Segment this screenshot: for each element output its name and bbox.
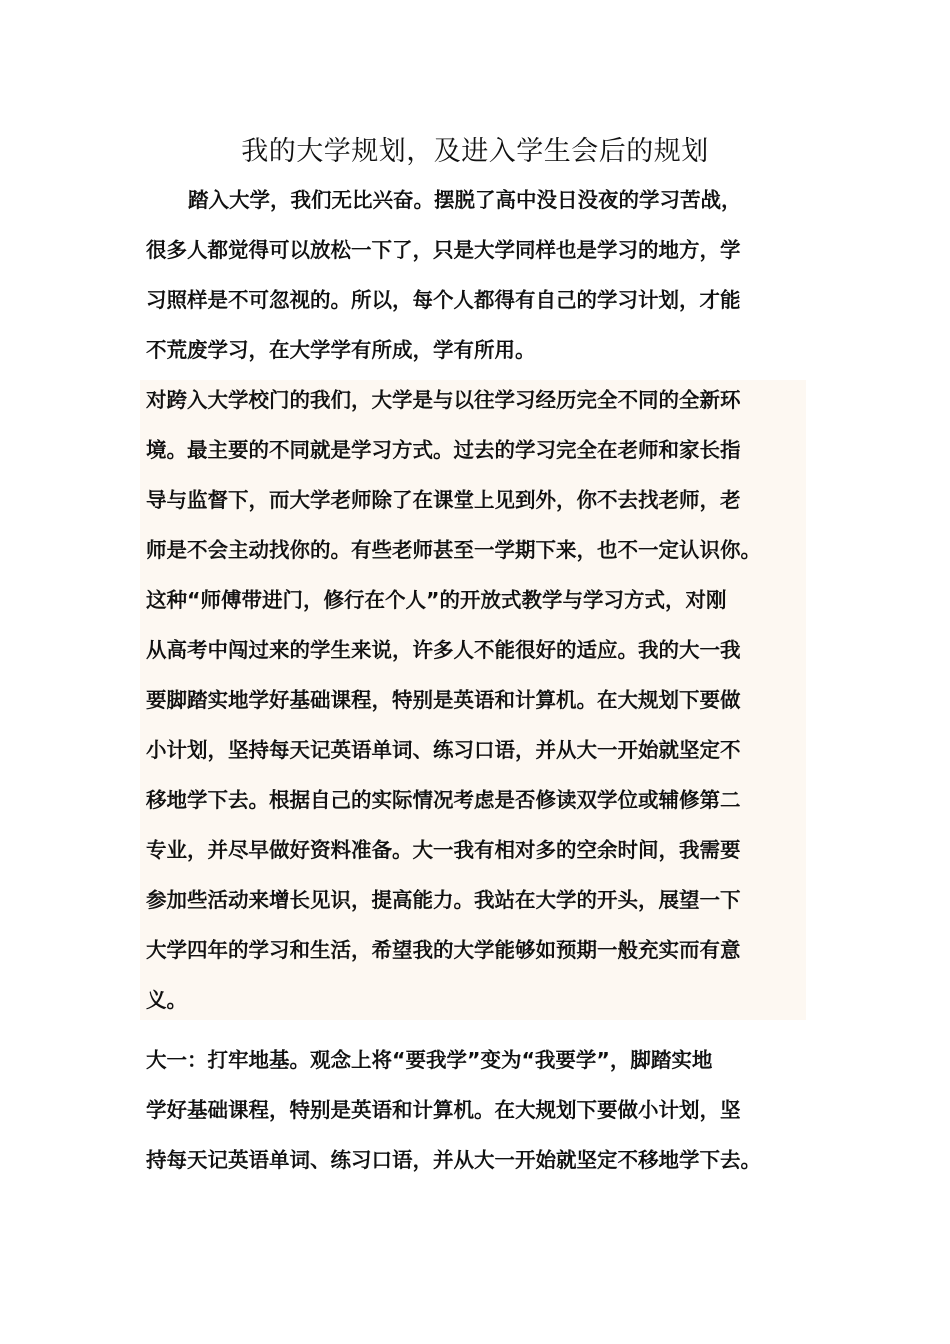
paragraph-2-line-7: 要脚踏实地学好基础课程，特别是英语和计算机。在大规划下要做	[146, 688, 741, 712]
paragraph-2-line-11: 参加些活动来增长见识，提高能力。我站在大学的开头，展望一下	[146, 888, 741, 912]
paragraph-3-line-1: 大一：打牢地基。观念上将“要我学”变为“我要学”，脚踏实地	[146, 1048, 713, 1072]
paragraph-3-line-2: 学好基础课程，特别是英语和计算机。在大规划下要做小计划，坚	[146, 1098, 741, 1122]
document-title: 我的大学规划，及进入学生会后的规划	[241, 136, 709, 167]
paragraph-2-line-6: 从高考中闯过来的学生来说，许多人不能很好的适应。我的大一我	[146, 638, 741, 662]
paragraph-2-line-3: 导与监督下，而大学老师除了在课堂上见到外，你不去找老师，老	[146, 488, 741, 512]
paragraph-2-line-1: 对跨入大学校门的我们，大学是与以往学习经历完全不同的全新环	[146, 388, 741, 412]
paragraph-1-line-1: 踏入大学，我们无比兴奋。摆脱了高中没日没夜的学习苦战，	[188, 188, 742, 212]
paragraph-1-line-4: 不荒废学习，在大学学有所成，学有所用。	[146, 338, 536, 362]
paragraph-2-line-5: 这种“师傅带进门，修行在个人”的开放式教学与学习方式，对刚	[146, 588, 727, 612]
paragraph-3-line-3: 持每天记英语单词、练习口语，并从大一开始就坚定不移地学下去。	[146, 1148, 761, 1172]
paragraph-2-line-12: 大学四年的学习和生活，希望我的大学能够如预期一般充实而有意	[146, 938, 741, 962]
paragraph-2-line-13: 义。	[146, 988, 187, 1012]
paragraph-2-line-4: 师是不会主动找你的。有些老师甚至一学期下来，也不一定认识你。	[146, 538, 761, 562]
paragraph-1-line-3: 习照样是不可忽视的。所以，每个人都得有自己的学习计划，才能	[146, 288, 741, 312]
paragraph-1-line-2: 很多人都觉得可以放松一下了，只是大学同样也是学习的地方，学	[146, 238, 741, 262]
paragraph-2-line-9: 移地学下去。根据自己的实际情况考虑是否修读双学位或辅修第二	[146, 788, 741, 812]
paragraph-2-line-10: 专业，并尽早做好资料准备。大一我有相对多的空余时间，我需要	[146, 838, 741, 862]
paragraph-2-line-2: 境。最主要的不同就是学习方式。过去的学习完全在老师和家长指	[146, 438, 741, 462]
paragraph-2-line-8: 小计划，坚持每天记英语单词、练习口语，并从大一开始就坚定不	[146, 738, 741, 762]
